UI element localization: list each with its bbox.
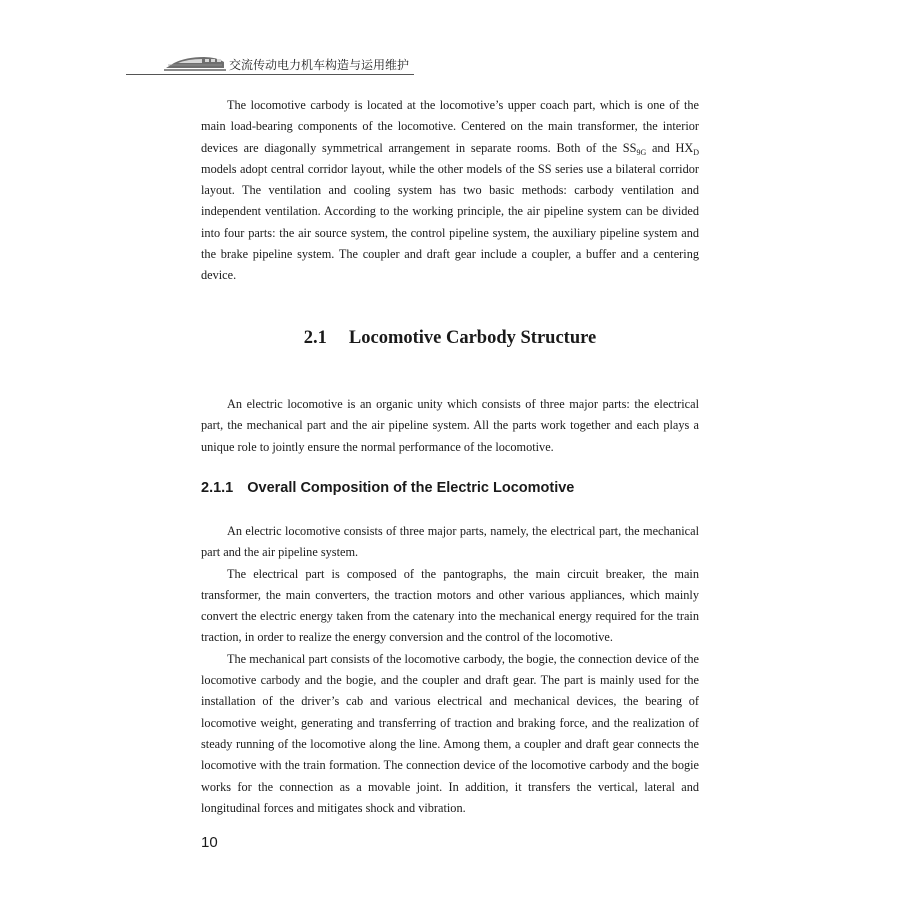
intro-paragraph: The locomotive carbody is located at the locomotive’s upper coach part, which is one of the main load-bearing components of the locomotive. Centered on the main transformer, the interior devices are diagonally symmetrical arrangement in separate rooms. Both of the $SS_{9G}$ and $HX_D$ models adopt central corridor layout, while the other models of the SS series use a bilateral corridor layout. The ventilation and cooling system has two basic methods: carbody ventilation and independent ventilation. According to the working principle, the air pipeline system can be divided into four parts: the air source system, the control pipeline system, the auxiliary pipeline system and the brake pipeline system. The coupler and draft gear include a coupler, a buffer and a centering device. [201,98,699,283]
header-rule [126,74,414,75]
section-number: 2.1 [303,328,327,348]
intro-text [201,95,699,287]
body-paragraph: The mechanical part consists of the locomotive carbody, the bogie, the connection device of the locomotive carbody and the bogie, and the coupler and draft gear. The part is mainly used for the installation of the driver’s cab and various electrical and mechanical devices, the bearing of locomotive weight, generating and transferring of traction and braking force, and the realization of steady running of the locomotive along the line. Among them, a coupler and draft gear connects the locomotive with the train formation. The connection device of the locomotive carbody and the bogie works for the connection as a movable joint. In addition, it transfers the vertical, lateral and longitudinal forces and mitigates shock and vibration. [201,651,699,815]
page-number: 10 [201,834,218,851]
subsection-body [201,521,699,819]
subsection-heading [201,480,574,496]
section-intro-text [201,394,699,458]
book-title: 交流传动电力机车构造与运用维护 [229,58,410,72]
subsection-number: 2.1.1 [201,480,234,496]
body-paragraph: The electrical part is composed of the pantographs, the main circuit breaker, the main transformer, the main converters, the traction motors and other various appliances, which mainly convert the electric energy taken from the catenary into the mechanical energy required for the train traction, in order to realize the energy conversion and the control of the locomotive. [201,566,699,645]
running-header [126,50,414,76]
section-paragraph: An electric locomotive is an organic unity which consists of three major parts: the electrical part, the mechanical part and the air pipeline system. All the parts work together and each plays a unique role to jointly ensure the normal performance of the locomotive. [201,397,699,454]
section-title: Locomotive Carbody Structure [348,328,597,348]
subsection-title: Overall Composition of the Electric Locomotive [247,480,575,496]
train-logo-icon [164,54,226,72]
body-paragraph: An electric locomotive consists of three major parts, namely, the electrical part, the mechanical part and the air pipeline system. [201,524,699,560]
section-heading [201,328,699,349]
